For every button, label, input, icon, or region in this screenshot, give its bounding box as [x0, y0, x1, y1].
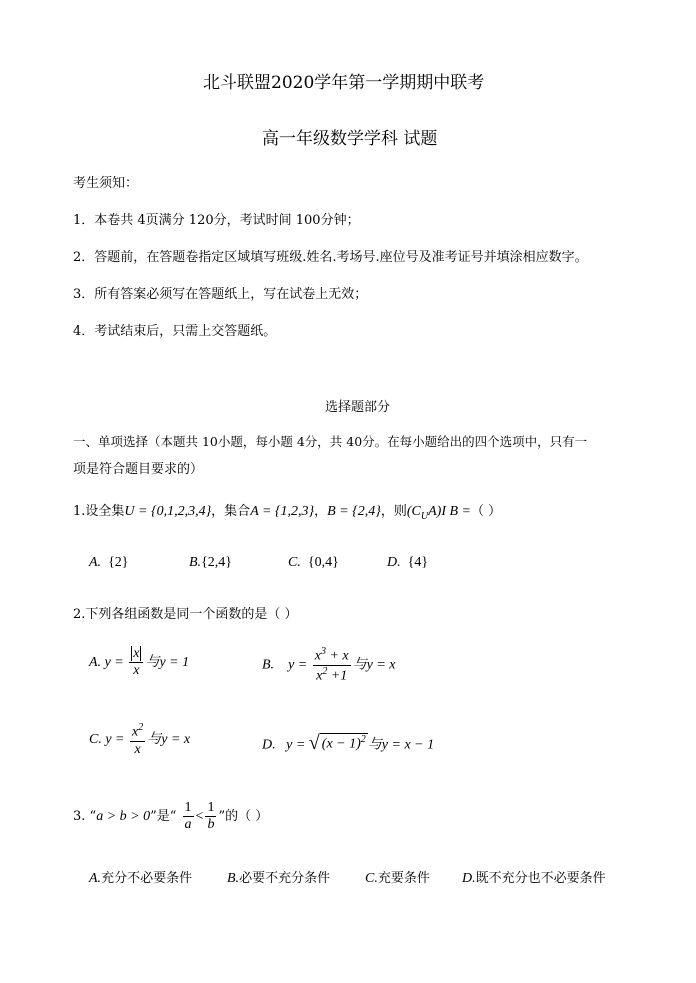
section-intro-line-1: 一、单项选择（本题共 10小题，每小题 4分，共 40分。在每小题给出的四个选项中，只有一 [73, 434, 588, 449]
sqrt-sign-icon: √ $(x - 1)^2$ [308, 731, 366, 754]
section-intro-line-2: 项是符合题目要求的） [73, 462, 204, 477]
notice-item-4: 4．考试结束后，只需上交答题纸。 [73, 324, 277, 339]
question-2-option-a[interactable]: A. y = $\frac{x}{x}$ 与y = 1 [89, 646, 190, 679]
section-title: 选择题部分 [325, 400, 391, 415]
question-3-option-d[interactable]: D.既不充分也不必要条件 [462, 871, 606, 886]
question-2-option-d[interactable]: D. y = √ $(x - 1)^2$ 与y = x − 1 [262, 731, 435, 754]
question-1-option-d[interactable]: D. {4} [387, 555, 429, 570]
question-1-option-c[interactable]: C. {0,4} [288, 555, 339, 570]
exam-subtitle: 高一年级数学学科 试题 [262, 129, 438, 149]
question-3-stem: 3. “a > b > 0”是“ $\frac{1}{a}$ < $\frac{1}{b}$ ”的（ ） [73, 800, 269, 833]
notice-item-3: 3．所有答案必须写在答题纸上，写在试卷上无效； [73, 287, 368, 302]
question-2-option-b[interactable]: B. y = $\frac{x^3 + x}{x^2 +1}$ 与y = x [262, 646, 396, 684]
question-1-option-a[interactable]: A. {2} [89, 555, 129, 570]
notice-item-2: 2．答题前，在答题卷指定区域填写班级.姓名.考场号.座位号及准考证号并填涂相应数字。 [73, 250, 588, 265]
question-3-option-a[interactable]: A.充分不必要条件 [89, 871, 193, 886]
question-3-option-b[interactable]: B.必要不充分条件 [227, 871, 331, 886]
notice-heading: 考生须知： [73, 176, 139, 191]
question-2-stem: 2.下列各组函数是同一个函数的是（ ） [73, 607, 298, 622]
exam-title: 北斗联盟2020学年第一学期期中联考 [203, 73, 485, 93]
question-2-option-c[interactable]: C. y = $\frac{x^2}{x}$ 与y = x [89, 722, 191, 757]
question-1-stem: 1.设全集U = {0,1,2,3,4}，集合A = {1,2,3}，B = {2,4}，则$(C_UA)I$ B =（ ） [73, 504, 502, 522]
question-3-option-c[interactable]: C.充要条件 [365, 871, 430, 886]
notice-item-1: 1．本卷共 4页满分 120分，考试时间 100分钟； [73, 213, 360, 228]
question-1-option-b[interactable]: B.{2,4} [189, 555, 233, 570]
